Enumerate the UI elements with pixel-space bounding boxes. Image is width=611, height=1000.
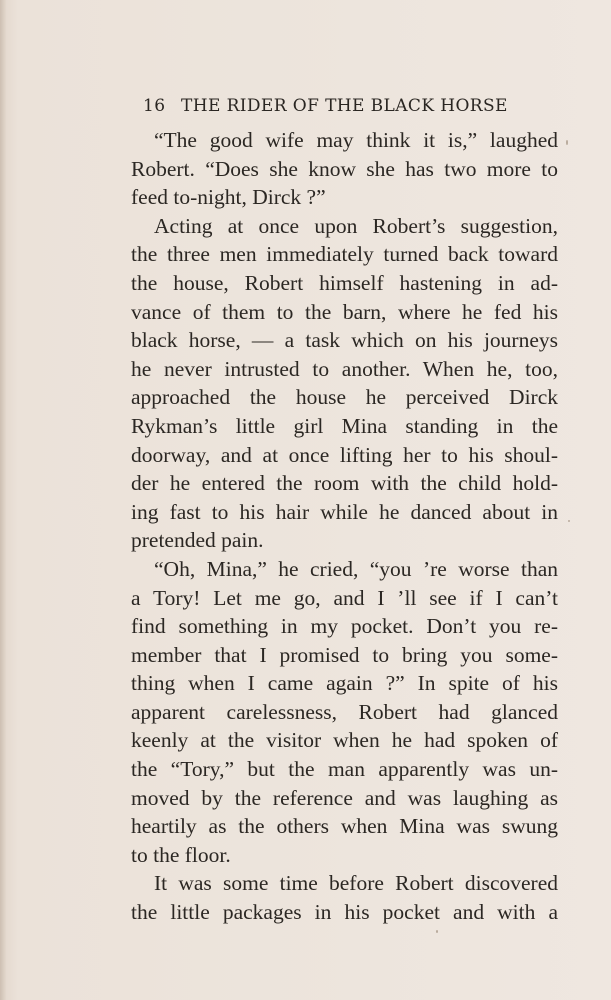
text-line: “The good wife may think it is,” laughed [154,128,558,152]
running-header [143,96,533,116]
text-line: heartily as the others when Mina was swung [131,814,558,839]
text-line: pretended pain. [131,528,264,553]
body-text [131,126,558,927]
page-number: 16 [143,96,166,116]
paper-speck [566,140,568,145]
text-line: Rykman’s little girl Mina standing in the [131,413,558,438]
text-line: keenly at the visitor when he had spoken of [131,728,558,753]
text-line: a Tory! Let me go, and I ’ll see if I can’t [131,585,558,610]
text-line: It was some time before Robert discovered [154,871,558,896]
text-line: black horse, — a task which on his journeys [131,328,558,353]
text-line: “Oh, Mina,” he cried, “you ’re worse than [154,556,558,581]
text-line: Acting at once upon Robert’s suggestion, [154,213,558,238]
text-line: find something in my pocket. Don’t you re- [131,614,558,639]
text-line: der he entered the room with the child hold- [131,471,558,496]
text-line: he never intrusted to another. When he, too, [131,356,558,381]
page-gutter-edge [0,0,6,1000]
text-line: Robert. “Does she know she has two more to [131,156,558,181]
running-title: THE RIDER OF THE BLACK HORSE [181,96,508,116]
text-line: the house, Robert himself hastening in ad- [131,270,558,295]
text-line: apparent carelessness, Robert had glanced [131,699,558,724]
text-line: the “Tory,” but the man apparently was un- [131,757,558,782]
paper-speck [436,930,438,933]
text-line: approached the house he perceived Dirck [131,385,558,410]
text-line: the little packages in his pocket and with a [131,900,558,925]
text-line: to the floor. [131,842,231,867]
text-line: the three men immediately turned back toward [131,242,558,267]
text-line: ing fast to his hair while he danced about in [131,499,558,524]
text-line: doorway, and at once lifting her to his shoul- [131,442,558,467]
text-line: feed to-night, Dirck ?” [131,185,326,210]
text-line: thing when I came again ?” In spite of his [131,671,558,696]
paper-speck [568,520,570,522]
text-line: moved by the reference and was laughing as [131,785,558,810]
text-line: vance of them to the barn, where he fed his [131,299,558,324]
text-line: member that I promised to bring you some- [131,642,558,667]
